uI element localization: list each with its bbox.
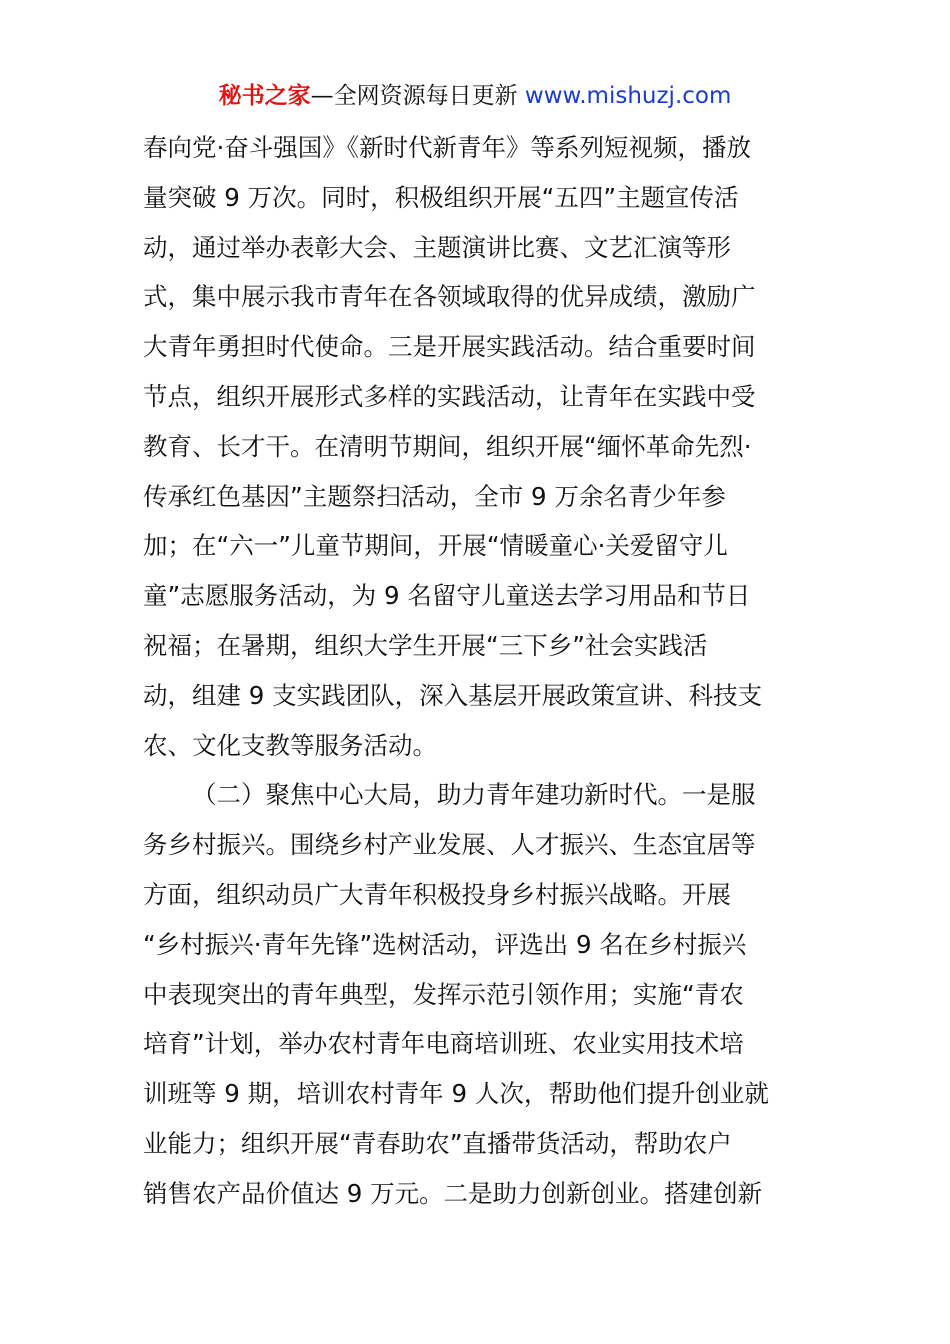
text-line: 节点，组织开展形式多样的实践活动，让青年在实践中受 — [143, 381, 756, 411]
text-line: 动，组建 9 支实践团队，深入基层开展政策宣讲、科技支 — [143, 680, 763, 710]
section-heading-line: （二）聚焦中心大局，助力青年建功新时代。一是服 — [192, 780, 756, 810]
text-line: 教育、长才干。在清明节期间，组织开展“缅怀革命先烈· — [143, 431, 752, 461]
text-line: 中表现突出的青年典型，发挥示范引领作用；实施“青农 — [143, 979, 744, 1009]
text-line: 培育”计划，举办农村青年电商培训班、农业实用技术培 — [143, 1029, 744, 1059]
text-line: “乡村振兴·青年先锋”选树活动，评选出 9 名在乡村振兴 — [143, 929, 747, 959]
text-line: 童”志愿服务活动，为 9 名留守儿童送去学习用品和节日 — [143, 581, 751, 611]
text-line: 春向党·奋斗强国》《新时代新青年》等系列短视频，播放 — [143, 133, 752, 162]
brand-name: 秘书之家 — [218, 83, 311, 109]
text-line: 祝福；在暑期，组织大学生开展“三下乡”社会实践活 — [143, 630, 708, 660]
text-line: 业能力；组织开展“青春助农”直播带货活动，帮助农户 — [143, 1128, 732, 1158]
text-line: 大青年勇担时代使命。三是开展实践活动。结合重要时间 — [143, 332, 756, 362]
text-line: 务乡村振兴。围绕乡村产业发展、人才振兴、生态宜居等 — [143, 830, 756, 860]
text-line: 传承红色基因”主题祭扫活动，全市 9 万余名青少年参 — [143, 481, 726, 511]
text-line: 农、文化支教等服务活动。 — [143, 730, 437, 760]
text-line: 训班等 9 期，培训农村青年 9 人次，帮助他们提升创业就 — [143, 1079, 769, 1109]
header-tagline: —全网资源每日更新 — [310, 83, 518, 109]
text-line: 动，通过举办表彰大会、主题演讲比赛、文艺汇演等形 — [143, 232, 731, 262]
text-line: 销售农产品价值达 9 万元。二是助力创新创业。搭建创新 — [143, 1178, 763, 1208]
site-url: www.mishuzj.com — [524, 83, 732, 109]
text-line: 式，集中展示我市青年在各领域取得的优异成绩，激励广 — [143, 282, 756, 312]
document-body — [143, 123, 807, 1219]
text-line: 量突破 9 万次。同时，积极组织开展“五四”主题宣传活 — [143, 182, 739, 212]
text-line: 加；在“六一”儿童节期间，开展“情暖童心·关爱留守儿 — [143, 531, 728, 561]
text-line: 方面，组织动员广大青年积极投身乡村振兴战略。开展 — [143, 879, 731, 909]
site-watermark-header — [0, 80, 950, 112]
